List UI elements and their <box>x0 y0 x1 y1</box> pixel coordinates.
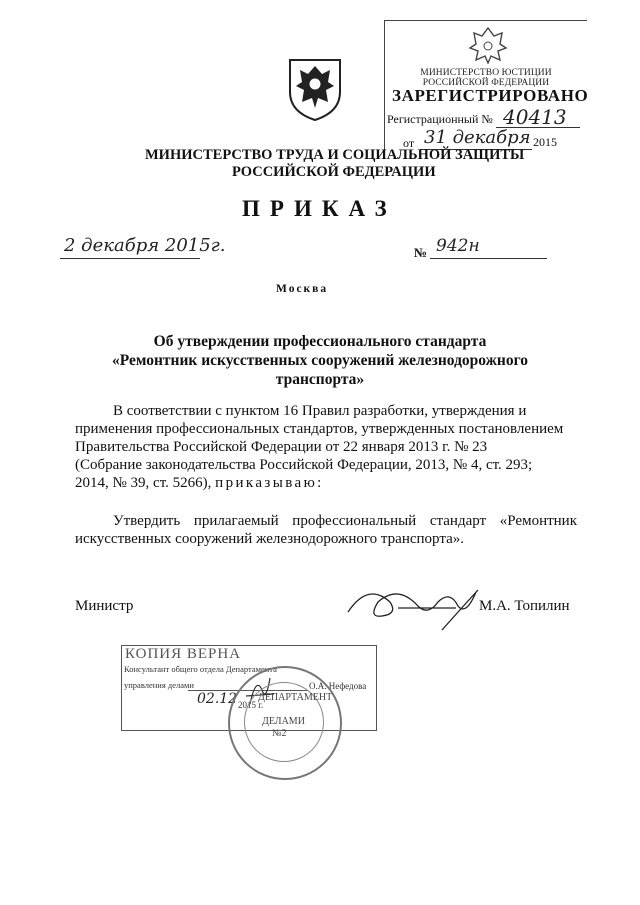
minister-title: Министр <box>75 598 134 614</box>
preamble-line1: В соответствии с пунктом 16 Правил разработки, утверждения и <box>113 403 527 419</box>
department-seal-text3: №2 <box>272 728 287 739</box>
approval-paragraph: Утвердить прилагаемый профессиональный стандарт «Ремонтник искусственных сооружений железнодорожного транспорта». <box>75 513 577 547</box>
order-date: 2 декабря 2015г. <box>64 235 226 256</box>
preamble-line4: (Собрание законодательства Российской Федерации, 2013, № 4, ст. 293; <box>75 457 533 473</box>
preamble-line5-start: 2014, № 39, ст. 5266), <box>75 475 212 491</box>
copy-stamp-date: 02.12 <box>197 691 238 707</box>
subject-line3: транспорта» <box>275 371 365 388</box>
order-subject <box>90 332 550 389</box>
document-title: ПРИКАЗ <box>242 196 397 221</box>
registration-title: ЗАРЕГИСТРИРОВАНО <box>392 86 589 105</box>
copy-stamp-signer: О.А. Нефедова <box>309 681 367 691</box>
registration-date-value: 31 декабря <box>424 127 531 148</box>
registration-number-value: 40413 <box>503 105 567 129</box>
department-seal-text1: ДЕПАРТАМЕНТ <box>258 692 333 703</box>
copy-stamp-year: 2015 г. <box>238 700 264 710</box>
order-date-underline <box>60 258 200 259</box>
preamble-line5 <box>75 474 577 492</box>
copy-stamp-title: КОПИЯ ВЕРНА <box>125 646 242 662</box>
subject-line2: «Ремонтник искусственных сооружений железнодорожного <box>112 352 528 369</box>
preamble-line2: применения профессиональных стандартов, утвержденных постановлением <box>75 421 564 437</box>
registration-date-prefix: от <box>403 136 415 150</box>
preamble-paragraph <box>75 402 577 492</box>
preamble-line3: Правительства Российской Федерации от 22 января 2013 г. № 23 <box>75 439 488 455</box>
department-seal-text2: ДЕЛАМИ <box>262 716 305 727</box>
copy-stamp-department: управления делами <box>124 680 194 690</box>
registration-year: 2015 <box>533 135 557 149</box>
registration-number-label: Регистрационный № <box>387 112 493 126</box>
minister-signature-icon <box>338 572 488 632</box>
order-number: 942н <box>436 236 480 256</box>
coat-of-arms-emblem-icon <box>282 52 348 122</box>
ministry-name-line2: РОССИЙСКОЙ ФЕДЕРАЦИИ <box>232 164 436 180</box>
subject-line1: Об утверждении профессионального стандарта <box>153 333 487 350</box>
minister-name: М.А. Топилин <box>479 598 570 614</box>
order-verb: приказываю: <box>215 475 324 491</box>
registration-ministry: МИНИСТЕРСТВО ЮСТИЦИИ РОССИЙСКОЙ ФЕДЕРАЦИИ <box>420 68 552 88</box>
city-name: Москва <box>276 283 329 295</box>
ministry-name-line1: МИНИСТЕРСТВО ТРУДА И СОЦИАЛЬНОЙ ЗАЩИТЫ <box>145 147 525 163</box>
order-number-underline <box>430 258 547 259</box>
order-number-label: № <box>414 245 428 260</box>
copy-stamp-position: Консультант общего отдела Департамента <box>124 664 277 674</box>
